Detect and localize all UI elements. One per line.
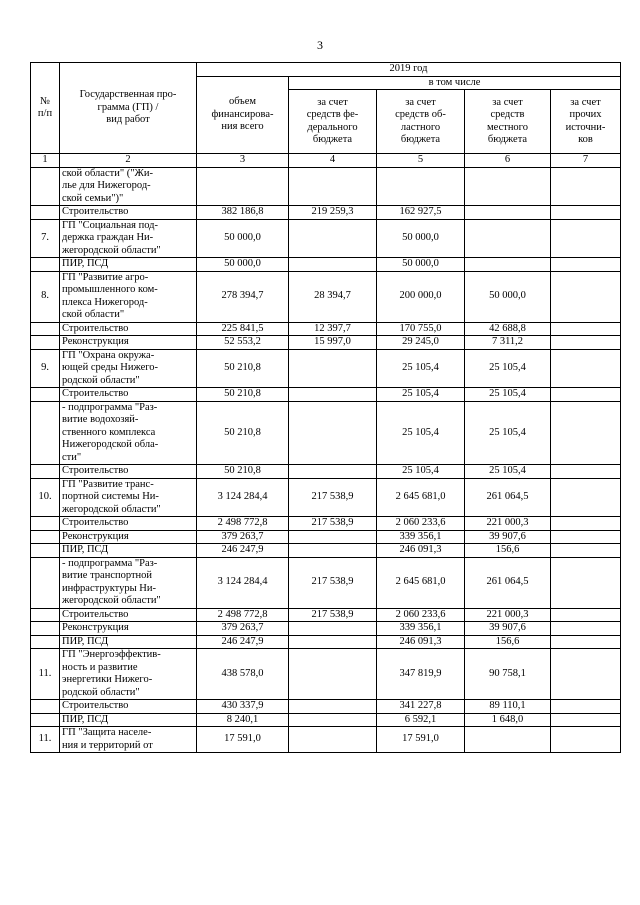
total-financing: 50 210,8: [197, 465, 289, 479]
table-row: [31, 727, 621, 753]
other-sources: [551, 713, 621, 727]
federal-budget: [289, 401, 377, 465]
table-row: [31, 258, 621, 272]
row-number: [31, 336, 60, 350]
regional-budget: 200 000,0: [377, 271, 465, 322]
federal-budget: [289, 700, 377, 714]
table-row: [31, 557, 621, 608]
federal-budget: [289, 635, 377, 649]
regional-budget: 6 592,1: [377, 713, 465, 727]
other-sources: [551, 635, 621, 649]
table-row: [31, 635, 621, 649]
row-number: [31, 517, 60, 531]
program-name: Строительство: [60, 322, 197, 336]
local-budget: 156,6: [465, 544, 551, 558]
other-sources: [551, 530, 621, 544]
table-row: [31, 322, 621, 336]
table-row: [31, 649, 621, 700]
program-name: ГП "Энергоэффектив- ность и развитие энергетики Нижего- родской области": [60, 649, 197, 700]
federal-budget: 217 538,9: [289, 557, 377, 608]
total-financing: 3 124 284,4: [197, 478, 289, 517]
table-row: [31, 401, 621, 465]
total-financing: 246 247,9: [197, 635, 289, 649]
program-name: ГП "Защита населе- ния и территорий от: [60, 727, 197, 753]
total-financing: 3 124 284,4: [197, 557, 289, 608]
local-budget: 39 907,6: [465, 622, 551, 636]
total-financing: 278 394,7: [197, 271, 289, 322]
row-number: [31, 608, 60, 622]
program-name: Строительство: [60, 517, 197, 531]
other-sources: [551, 349, 621, 388]
header-program: Государственная про- грамма (ГП) / вид работ: [60, 63, 197, 154]
other-sources: [551, 517, 621, 531]
total-financing: 50 210,8: [197, 349, 289, 388]
row-number: [31, 465, 60, 479]
row-number: 11.: [31, 727, 60, 753]
regional-budget: 25 105,4: [377, 388, 465, 402]
table-row: [31, 465, 621, 479]
local-budget: [465, 258, 551, 272]
program-name: Строительство: [60, 206, 197, 220]
federal-budget: 12 397,7: [289, 322, 377, 336]
row-number: [31, 713, 60, 727]
local-budget: 25 105,4: [465, 388, 551, 402]
row-number: 8.: [31, 271, 60, 322]
program-name: ГП "Социальная под- держка граждан Ни- жегородской области": [60, 219, 197, 258]
federal-budget: [289, 530, 377, 544]
local-budget: 261 064,5: [465, 557, 551, 608]
regional-budget: 162 927,5: [377, 206, 465, 220]
local-budget: 25 105,4: [465, 349, 551, 388]
regional-budget: 50 000,0: [377, 258, 465, 272]
local-budget: 7 311,2: [465, 336, 551, 350]
other-sources: [551, 271, 621, 322]
federal-budget: [289, 219, 377, 258]
column-number: 6: [465, 154, 551, 168]
local-budget: 25 105,4: [465, 401, 551, 465]
table-row: [31, 608, 621, 622]
local-budget: [465, 727, 551, 753]
program-name: ПИР, ПСД: [60, 713, 197, 727]
financing-table: [30, 62, 621, 753]
row-number: [31, 388, 60, 402]
other-sources: [551, 700, 621, 714]
other-sources: [551, 465, 621, 479]
local-budget: 89 110,1: [465, 700, 551, 714]
column-number: 5: [377, 154, 465, 168]
local-budget: 156,6: [465, 635, 551, 649]
total-financing: 50 210,8: [197, 401, 289, 465]
federal-budget: [289, 544, 377, 558]
column-number: 4: [289, 154, 377, 168]
total-financing: 246 247,9: [197, 544, 289, 558]
local-budget: [465, 167, 551, 206]
total-financing: 50 000,0: [197, 258, 289, 272]
page-number: 3: [317, 38, 323, 52]
other-sources: [551, 622, 621, 636]
program-name: ПИР, ПСД: [60, 258, 197, 272]
regional-budget: 50 000,0: [377, 219, 465, 258]
regional-budget: 25 105,4: [377, 349, 465, 388]
program-name: Реконструкция: [60, 622, 197, 636]
total-financing: 438 578,0: [197, 649, 289, 700]
total-financing: 382 186,8: [197, 206, 289, 220]
row-number: [31, 700, 60, 714]
table-row: [31, 219, 621, 258]
local-budget: 90 758,1: [465, 649, 551, 700]
row-number: [31, 544, 60, 558]
program-name: Реконструкция: [60, 530, 197, 544]
row-number: [31, 258, 60, 272]
regional-budget: 25 105,4: [377, 401, 465, 465]
federal-budget: 217 538,9: [289, 478, 377, 517]
regional-budget: 29 245,0: [377, 336, 465, 350]
program-name: ГП "Развитие транс- портной системы Ни- жегородской области": [60, 478, 197, 517]
federal-budget: 15 997,0: [289, 336, 377, 350]
program-name: Строительство: [60, 465, 197, 479]
row-number: [31, 530, 60, 544]
row-number: [31, 401, 60, 465]
table-row: [31, 271, 621, 322]
table-body: [31, 167, 621, 753]
regional-budget: 339 356,1: [377, 530, 465, 544]
program-name: Строительство: [60, 608, 197, 622]
header-total: объем финансирова- ния всего: [197, 76, 289, 154]
regional-budget: 2 060 233,6: [377, 608, 465, 622]
row-number: [31, 557, 60, 608]
total-financing: 430 337,9: [197, 700, 289, 714]
total-financing: 50 000,0: [197, 219, 289, 258]
table-row: [31, 206, 621, 220]
regional-budget: 347 819,9: [377, 649, 465, 700]
regional-budget: [377, 167, 465, 206]
federal-budget: [289, 388, 377, 402]
table-row: [31, 700, 621, 714]
table-row: [31, 167, 621, 206]
column-number: 2: [60, 154, 197, 168]
row-number: [31, 622, 60, 636]
local-budget: 42 688,8: [465, 322, 551, 336]
federal-budget: 217 538,9: [289, 608, 377, 622]
federal-budget: 219 259,3: [289, 206, 377, 220]
table-row: [31, 530, 621, 544]
local-budget: [465, 219, 551, 258]
total-financing: 52 553,2: [197, 336, 289, 350]
federal-budget: [289, 622, 377, 636]
local-budget: 1 648,0: [465, 713, 551, 727]
program-name: ПИР, ПСД: [60, 544, 197, 558]
total-financing: 379 263,7: [197, 530, 289, 544]
table-row: [31, 336, 621, 350]
other-sources: [551, 608, 621, 622]
header-including: в том числе: [289, 76, 621, 90]
other-sources: [551, 478, 621, 517]
federal-budget: [289, 465, 377, 479]
local-budget: 221 000,3: [465, 517, 551, 531]
header-num: № п/п: [31, 63, 60, 154]
regional-budget: 2 060 233,6: [377, 517, 465, 531]
total-financing: 2 498 772,8: [197, 608, 289, 622]
regional-budget: 341 227,8: [377, 700, 465, 714]
row-number: [31, 167, 60, 206]
federal-budget: [289, 727, 377, 753]
table-row: [31, 622, 621, 636]
program-name: ской области" ("Жи- лье для Нижегород- ской семьи")": [60, 167, 197, 206]
column-number: 3: [197, 154, 289, 168]
program-name: - подпрограмма "Раз- витие водохозяй- ственного комплекса Нижегородской обла- сти": [60, 401, 197, 465]
federal-budget: [289, 713, 377, 727]
local-budget: 50 000,0: [465, 271, 551, 322]
program-name: Реконструкция: [60, 336, 197, 350]
regional-budget: 2 645 681,0: [377, 557, 465, 608]
program-name: ГП "Развитие агро- промышленного ком- плекса Нижегород- ской области": [60, 271, 197, 322]
federal-budget: [289, 649, 377, 700]
row-number: 7.: [31, 219, 60, 258]
other-sources: [551, 219, 621, 258]
federal-budget: [289, 349, 377, 388]
regional-budget: 339 356,1: [377, 622, 465, 636]
other-sources: [551, 557, 621, 608]
federal-budget: 217 538,9: [289, 517, 377, 531]
row-number: [31, 206, 60, 220]
total-financing: 17 591,0: [197, 727, 289, 753]
row-number: 10.: [31, 478, 60, 517]
local-budget: 261 064,5: [465, 478, 551, 517]
table-row: [31, 388, 621, 402]
program-name: - подпрограмма "Раз- витие транспортной инфраструктуры Ни- жегородской области": [60, 557, 197, 608]
column-number: 1: [31, 154, 60, 168]
other-sources: [551, 167, 621, 206]
other-sources: [551, 544, 621, 558]
other-sources: [551, 258, 621, 272]
total-financing: 379 263,7: [197, 622, 289, 636]
total-financing: [197, 167, 289, 206]
local-budget: 221 000,3: [465, 608, 551, 622]
row-number: [31, 322, 60, 336]
regional-budget: 25 105,4: [377, 465, 465, 479]
regional-budget: 246 091,3: [377, 544, 465, 558]
total-financing: 2 498 772,8: [197, 517, 289, 531]
local-budget: 25 105,4: [465, 465, 551, 479]
header-federal: за счет средств фе- дерального бюджета: [289, 90, 377, 154]
regional-budget: 246 091,3: [377, 635, 465, 649]
regional-budget: 17 591,0: [377, 727, 465, 753]
total-financing: 225 841,5: [197, 322, 289, 336]
other-sources: [551, 322, 621, 336]
row-number: 9.: [31, 349, 60, 388]
federal-budget: 28 394,7: [289, 271, 377, 322]
other-sources: [551, 401, 621, 465]
regional-budget: 2 645 681,0: [377, 478, 465, 517]
row-number: [31, 635, 60, 649]
row-number: 11.: [31, 649, 60, 700]
local-budget: [465, 206, 551, 220]
program-name: Строительство: [60, 388, 197, 402]
total-financing: 50 210,8: [197, 388, 289, 402]
column-number: 7: [551, 154, 621, 168]
local-budget: 39 907,6: [465, 530, 551, 544]
table-row: [31, 478, 621, 517]
table-row: [31, 349, 621, 388]
header-local: за счет средств местного бюджета: [465, 90, 551, 154]
other-sources: [551, 388, 621, 402]
table-row: [31, 517, 621, 531]
total-financing: 8 240,1: [197, 713, 289, 727]
other-sources: [551, 727, 621, 753]
other-sources: [551, 649, 621, 700]
table-row: [31, 713, 621, 727]
federal-budget: [289, 258, 377, 272]
header-year: 2019 год: [197, 63, 621, 77]
program-name: ПИР, ПСД: [60, 635, 197, 649]
other-sources: [551, 336, 621, 350]
header-regional: за счет средств об- ластного бюджета: [377, 90, 465, 154]
column-number-row: [31, 154, 621, 168]
program-name: ГП "Охрана окружа- ющей среды Нижего- родской области": [60, 349, 197, 388]
regional-budget: 170 755,0: [377, 322, 465, 336]
other-sources: [551, 206, 621, 220]
federal-budget: [289, 167, 377, 206]
header-other: за счет прочих источни- ков: [551, 90, 621, 154]
table-row: [31, 544, 621, 558]
program-name: Строительство: [60, 700, 197, 714]
